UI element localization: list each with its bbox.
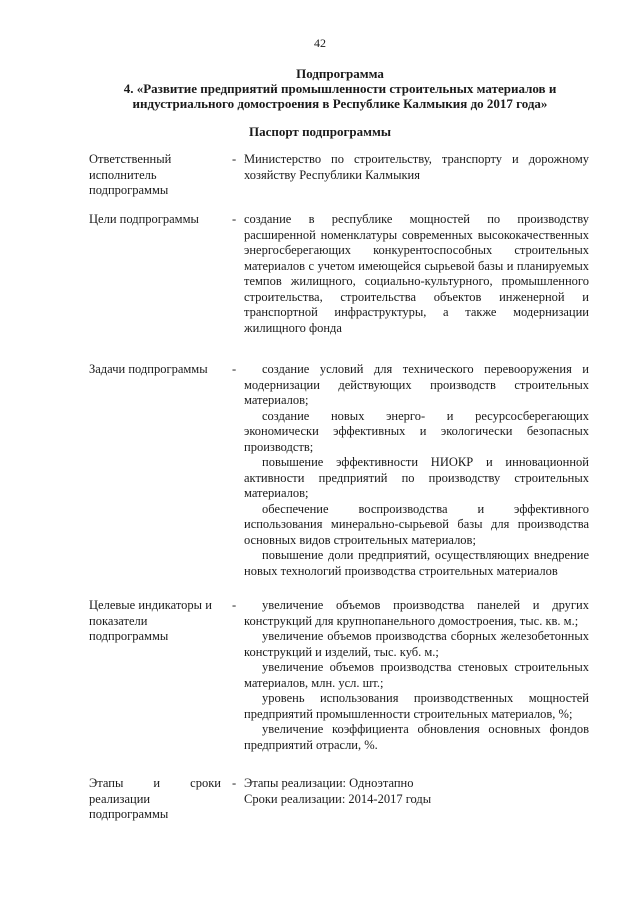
task-item: повышение эффективности НИОКР и инновационной активности предприятий по производству строительных материалов;	[244, 455, 589, 500]
row-content	[244, 362, 589, 579]
indicator-item: увеличение объемов производства стеновых строительных материалов, млн. усл. шт.;	[244, 660, 589, 690]
row-label: Цели подпрограммы	[89, 212, 199, 226]
row-label: Задачи подпрограммы	[89, 362, 208, 376]
stage-item: Этапы реализации: Одноэтапно	[244, 776, 414, 790]
row-text: Министерство по строительству, транспорту и дорожному хозяйству Республики Калмыкия	[244, 152, 589, 182]
indicator-item: увеличение коэффициента обновления основных фондов предприятий отрасли, %.	[244, 722, 589, 752]
row-dash: -	[232, 212, 237, 226]
row-content	[244, 212, 589, 336]
stage-item: Сроки реализации: 2014-2017 годы	[244, 791, 432, 806]
row-dash: -	[232, 598, 237, 612]
row-label: Ответственный исполнитель подпрограммы	[89, 152, 172, 197]
page-number: 42	[314, 36, 326, 50]
row-content	[244, 598, 589, 753]
title-line-1: Подпрограмма	[296, 66, 384, 81]
task-item: обеспечение воспроизводства и эффективного использования минерально-сырьевой базы для производства основных видов строительных материалов;	[244, 501, 589, 547]
row-text: создание в республике мощностей по производству расширенной номенклатуры современных высококачественных энергосберегающих конкурентоспособных строительных материалов с учетом имеющейся сырьевой базы и планируемых темпов жилищного, социально-культурного, промышленного строительства, строительства объектов инженерной и транспортной инфраструктуры, а также модернизации жилищного фонда	[244, 212, 589, 335]
row-dash: -	[232, 776, 237, 790]
row-dash: -	[232, 152, 237, 166]
task-item: повышение доли предприятий, осуществляющих внедрение новых технологий производства строительных материалов	[244, 548, 589, 578]
row-dash: -	[232, 362, 237, 376]
indicator-item: уровень использования производственных мощностей предприятий промышленности строительных материалов, %;	[244, 691, 589, 721]
passport-heading: Паспорт подпрограммы	[249, 124, 391, 139]
task-item: создание условий для технического перевооружения и модернизации действующих производств строительных материалов;	[244, 362, 589, 407]
title-line-2: 4. «Развитие предприятий промышленности строительных материалов и	[123, 81, 557, 96]
indicator-item: увеличение объемов производства панелей и других конструкций для крупнопанельного домостроения, тыс. кв. м.;	[244, 598, 589, 628]
row-label: Целевые индикаторы и показатели подпрограммы	[89, 598, 212, 643]
page-title	[60, 66, 620, 111]
row-content	[244, 152, 589, 183]
task-item: создание новых энерго- и ресурсосберегающих экономически эффективных и экологически безопасных производств;	[244, 408, 589, 454]
row-content	[244, 776, 589, 807]
indicator-item: увеличение объемов производства сборных железобетонных конструкций и изделий, тыс. куб. м.;	[244, 629, 589, 659]
row-label: Этапы и сроки реализации подпрограммы	[89, 776, 221, 821]
title-line-3: индустриального домостроения в Республике Калмыкия до 2017 года»	[132, 96, 548, 111]
